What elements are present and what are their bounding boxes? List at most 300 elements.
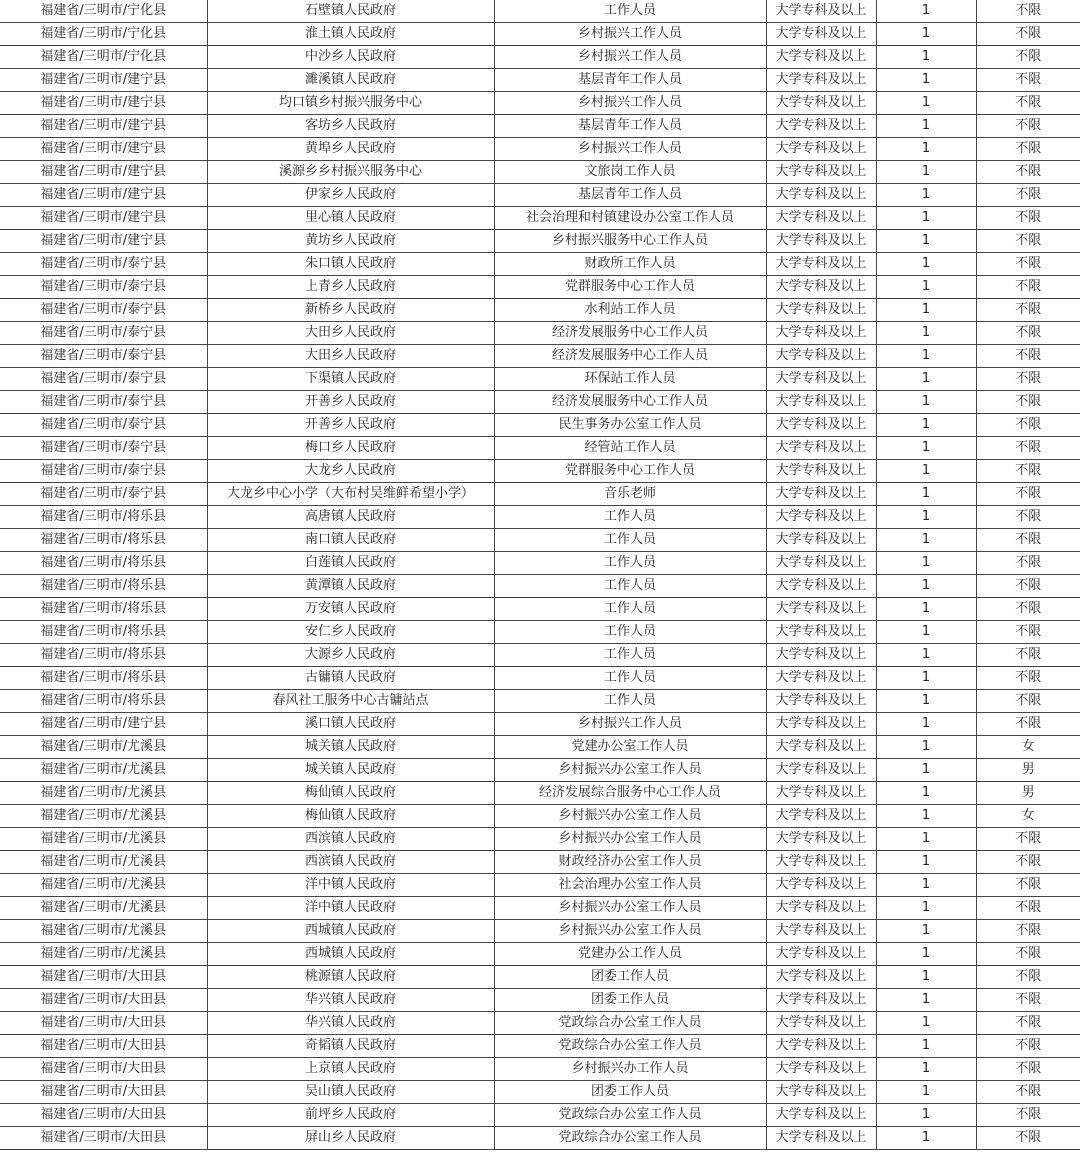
table-row — [0, 920, 1080, 943]
education-cell: 大学专科及以上 — [766, 46, 876, 69]
education-cell: 大学专科及以上 — [766, 713, 876, 736]
employer-cell: 里心镇人民政府 — [207, 207, 494, 230]
count-cell: 1 — [876, 207, 976, 230]
gender-cell: 不限 — [976, 943, 1080, 966]
employer-cell: 安仁乡人民政府 — [207, 621, 494, 644]
education-cell: 大学专科及以上 — [766, 0, 876, 23]
education-cell: 大学专科及以上 — [766, 1058, 876, 1081]
region-cell: 福建省/三明市/宁化县 — [0, 23, 207, 46]
gender-cell: 不限 — [976, 138, 1080, 161]
employer-cell: 屏山乡人民政府 — [207, 1127, 494, 1150]
table-row — [0, 276, 1080, 299]
employer-cell: 古镛镇人民政府 — [207, 667, 494, 690]
count-cell: 1 — [876, 1012, 976, 1035]
gender-cell: 不限 — [976, 575, 1080, 598]
education-cell: 大学专科及以上 — [766, 874, 876, 897]
education-cell: 大学专科及以上 — [766, 552, 876, 575]
employer-cell: 西滨镇人民政府 — [207, 828, 494, 851]
table-row — [0, 1127, 1080, 1150]
region-cell: 福建省/三明市/建宁县 — [0, 92, 207, 115]
position-cell: 乡村振兴工作人员 — [494, 23, 766, 46]
region-cell: 福建省/三明市/尤溪县 — [0, 805, 207, 828]
table-row — [0, 483, 1080, 506]
count-cell: 1 — [876, 69, 976, 92]
region-cell: 福建省/三明市/泰宁县 — [0, 414, 207, 437]
region-cell: 福建省/三明市/将乐县 — [0, 529, 207, 552]
employer-cell: 西滨镇人民政府 — [207, 851, 494, 874]
position-cell: 音乐老师 — [494, 483, 766, 506]
education-cell: 大学专科及以上 — [766, 138, 876, 161]
employer-cell: 春风社工服务中心古镛站点 — [207, 690, 494, 713]
table-row — [0, 253, 1080, 276]
count-cell: 1 — [876, 644, 976, 667]
region-cell: 福建省/三明市/大田县 — [0, 1081, 207, 1104]
region-cell: 福建省/三明市/大田县 — [0, 1035, 207, 1058]
count-cell: 1 — [876, 1058, 976, 1081]
employer-cell: 西城镇人民政府 — [207, 920, 494, 943]
gender-cell: 男 — [976, 759, 1080, 782]
region-cell: 福建省/三明市/宁化县 — [0, 0, 207, 23]
region-cell: 福建省/三明市/建宁县 — [0, 184, 207, 207]
position-cell: 基层青年工作人员 — [494, 115, 766, 138]
count-cell: 1 — [876, 138, 976, 161]
position-cell: 水利站工作人员 — [494, 299, 766, 322]
region-cell: 福建省/三明市/泰宁县 — [0, 437, 207, 460]
employer-cell: 城关镇人民政府 — [207, 736, 494, 759]
table-row — [0, 575, 1080, 598]
gender-cell: 不限 — [976, 644, 1080, 667]
position-cell: 经济发展服务中心工作人员 — [494, 345, 766, 368]
education-cell: 大学专科及以上 — [766, 23, 876, 46]
employer-cell: 上青乡人民政府 — [207, 276, 494, 299]
position-cell: 团委工作人员 — [494, 989, 766, 1012]
count-cell: 1 — [876, 805, 976, 828]
count-cell: 1 — [876, 437, 976, 460]
position-cell: 党政综合办公室工作人员 — [494, 1012, 766, 1035]
table-row — [0, 759, 1080, 782]
gender-cell: 不限 — [976, 207, 1080, 230]
employer-cell: 大田乡人民政府 — [207, 345, 494, 368]
position-cell: 工作人员 — [494, 552, 766, 575]
position-cell: 乡村振兴办公室工作人员 — [494, 828, 766, 851]
education-cell: 大学专科及以上 — [766, 989, 876, 1012]
gender-cell: 不限 — [976, 667, 1080, 690]
position-cell: 社会治理和村镇建设办公室工作人员 — [494, 207, 766, 230]
gender-cell: 不限 — [976, 368, 1080, 391]
gender-cell: 不限 — [976, 69, 1080, 92]
position-cell: 环保站工作人员 — [494, 368, 766, 391]
region-cell: 福建省/三明市/泰宁县 — [0, 460, 207, 483]
employer-cell: 大龙乡中心小学（大布村吴维鲜希望小学） — [207, 483, 494, 506]
region-cell: 福建省/三明市/建宁县 — [0, 69, 207, 92]
employer-cell: 大源乡人民政府 — [207, 644, 494, 667]
region-cell: 福建省/三明市/尤溪县 — [0, 943, 207, 966]
count-cell: 1 — [876, 23, 976, 46]
region-cell: 福建省/三明市/大田县 — [0, 1127, 207, 1150]
employer-cell: 南口镇人民政府 — [207, 529, 494, 552]
education-cell: 大学专科及以上 — [766, 414, 876, 437]
table-row — [0, 851, 1080, 874]
employer-cell: 开善乡人民政府 — [207, 391, 494, 414]
education-cell: 大学专科及以上 — [766, 736, 876, 759]
employer-cell: 白莲镇人民政府 — [207, 552, 494, 575]
employer-cell: 梅仙镇人民政府 — [207, 782, 494, 805]
employer-cell: 大龙乡人民政府 — [207, 460, 494, 483]
count-cell: 1 — [876, 1104, 976, 1127]
count-cell: 1 — [876, 621, 976, 644]
table-row — [0, 69, 1080, 92]
position-cell: 乡村振兴工作人员 — [494, 138, 766, 161]
gender-cell: 不限 — [976, 184, 1080, 207]
count-cell: 1 — [876, 506, 976, 529]
education-cell: 大学专科及以上 — [766, 345, 876, 368]
gender-cell: 不限 — [976, 690, 1080, 713]
gender-cell: 不限 — [976, 851, 1080, 874]
region-cell: 福建省/三明市/大田县 — [0, 1012, 207, 1035]
count-cell: 1 — [876, 690, 976, 713]
education-cell: 大学专科及以上 — [766, 943, 876, 966]
education-cell: 大学专科及以上 — [766, 1081, 876, 1104]
position-cell: 工作人员 — [494, 598, 766, 621]
region-cell: 福建省/三明市/尤溪县 — [0, 897, 207, 920]
region-cell: 福建省/三明市/尤溪县 — [0, 782, 207, 805]
education-cell: 大学专科及以上 — [766, 690, 876, 713]
count-cell: 1 — [876, 414, 976, 437]
table-row — [0, 299, 1080, 322]
employer-cell: 前坪乡人民政府 — [207, 1104, 494, 1127]
position-cell: 乡村振兴办工作人员 — [494, 1058, 766, 1081]
position-cell: 经济发展服务中心工作人员 — [494, 322, 766, 345]
gender-cell: 不限 — [976, 1058, 1080, 1081]
table-row — [0, 736, 1080, 759]
employer-cell: 城关镇人民政府 — [207, 759, 494, 782]
region-cell: 福建省/三明市/尤溪县 — [0, 851, 207, 874]
table-row — [0, 989, 1080, 1012]
gender-cell: 不限 — [976, 989, 1080, 1012]
region-cell: 福建省/三明市/将乐县 — [0, 598, 207, 621]
table-row — [0, 598, 1080, 621]
education-cell: 大学专科及以上 — [766, 207, 876, 230]
education-cell: 大学专科及以上 — [766, 483, 876, 506]
education-cell: 大学专科及以上 — [766, 115, 876, 138]
gender-cell: 不限 — [976, 299, 1080, 322]
gender-cell: 不限 — [976, 1012, 1080, 1035]
region-cell: 福建省/三明市/尤溪县 — [0, 736, 207, 759]
position-cell: 财政所工作人员 — [494, 253, 766, 276]
table-row — [0, 115, 1080, 138]
count-cell: 1 — [876, 460, 976, 483]
gender-cell: 不限 — [976, 92, 1080, 115]
region-cell: 福建省/三明市/宁化县 — [0, 46, 207, 69]
table-row — [0, 460, 1080, 483]
table-row — [0, 345, 1080, 368]
education-cell: 大学专科及以上 — [766, 92, 876, 115]
count-cell: 1 — [876, 989, 976, 1012]
position-cell: 党群服务中心工作人员 — [494, 276, 766, 299]
employer-cell: 濉溪镇人民政府 — [207, 69, 494, 92]
gender-cell: 男 — [976, 782, 1080, 805]
region-cell: 福建省/三明市/建宁县 — [0, 713, 207, 736]
gender-cell: 不限 — [976, 552, 1080, 575]
table-row — [0, 943, 1080, 966]
employer-cell: 高唐镇人民政府 — [207, 506, 494, 529]
table-row — [0, 667, 1080, 690]
count-cell: 1 — [876, 276, 976, 299]
region-cell: 福建省/三明市/建宁县 — [0, 115, 207, 138]
count-cell: 1 — [876, 897, 976, 920]
count-cell: 1 — [876, 782, 976, 805]
gender-cell: 不限 — [976, 322, 1080, 345]
employer-cell: 桃源镇人民政府 — [207, 966, 494, 989]
education-cell: 大学专科及以上 — [766, 851, 876, 874]
table-row — [0, 1058, 1080, 1081]
position-cell: 团委工作人员 — [494, 1081, 766, 1104]
count-cell: 1 — [876, 322, 976, 345]
count-cell: 1 — [876, 552, 976, 575]
region-cell: 福建省/三明市/尤溪县 — [0, 920, 207, 943]
region-cell: 福建省/三明市/建宁县 — [0, 230, 207, 253]
table-row — [0, 506, 1080, 529]
gender-cell: 女 — [976, 736, 1080, 759]
education-cell: 大学专科及以上 — [766, 460, 876, 483]
region-cell: 福建省/三明市/泰宁县 — [0, 391, 207, 414]
count-cell: 1 — [876, 529, 976, 552]
table-row — [0, 897, 1080, 920]
position-cell: 基层青年工作人员 — [494, 69, 766, 92]
education-cell: 大学专科及以上 — [766, 529, 876, 552]
position-cell: 乡村振兴办公室工作人员 — [494, 920, 766, 943]
table-row — [0, 230, 1080, 253]
education-cell: 大学专科及以上 — [766, 184, 876, 207]
table-row — [0, 552, 1080, 575]
education-cell: 大学专科及以上 — [766, 1035, 876, 1058]
education-cell: 大学专科及以上 — [766, 759, 876, 782]
count-cell: 1 — [876, 483, 976, 506]
region-cell: 福建省/三明市/将乐县 — [0, 575, 207, 598]
position-cell: 社会治理办公室工作人员 — [494, 874, 766, 897]
employer-cell: 华兴镇人民政府 — [207, 1012, 494, 1035]
count-cell: 1 — [876, 851, 976, 874]
count-cell: 1 — [876, 345, 976, 368]
employer-cell: 黄埠乡人民政府 — [207, 138, 494, 161]
table-row — [0, 391, 1080, 414]
gender-cell: 不限 — [976, 391, 1080, 414]
gender-cell: 不限 — [976, 1104, 1080, 1127]
count-cell: 1 — [876, 736, 976, 759]
education-cell: 大学专科及以上 — [766, 161, 876, 184]
employer-cell: 淮土镇人民政府 — [207, 23, 494, 46]
position-cell: 党群服务中心工作人员 — [494, 460, 766, 483]
region-cell: 福建省/三明市/泰宁县 — [0, 345, 207, 368]
gender-cell: 不限 — [976, 23, 1080, 46]
table-row — [0, 184, 1080, 207]
position-cell: 乡村振兴办公室工作人员 — [494, 805, 766, 828]
region-cell: 福建省/三明市/尤溪县 — [0, 828, 207, 851]
count-cell: 1 — [876, 368, 976, 391]
employer-cell: 伊家乡人民政府 — [207, 184, 494, 207]
table-row — [0, 966, 1080, 989]
count-cell: 1 — [876, 184, 976, 207]
education-cell: 大学专科及以上 — [766, 966, 876, 989]
education-cell: 大学专科及以上 — [766, 644, 876, 667]
education-cell: 大学专科及以上 — [766, 368, 876, 391]
count-cell: 1 — [876, 759, 976, 782]
gender-cell: 不限 — [976, 529, 1080, 552]
region-cell: 福建省/三明市/建宁县 — [0, 138, 207, 161]
position-cell: 党政综合办公室工作人员 — [494, 1035, 766, 1058]
position-cell: 工作人员 — [494, 690, 766, 713]
education-cell: 大学专科及以上 — [766, 230, 876, 253]
position-cell: 工作人员 — [494, 621, 766, 644]
count-cell: 1 — [876, 667, 976, 690]
position-cell: 工作人员 — [494, 529, 766, 552]
count-cell: 1 — [876, 575, 976, 598]
position-cell: 工作人员 — [494, 506, 766, 529]
gender-cell: 不限 — [976, 161, 1080, 184]
position-cell: 工作人员 — [494, 0, 766, 23]
count-cell: 1 — [876, 46, 976, 69]
count-cell: 1 — [876, 92, 976, 115]
count-cell: 1 — [876, 391, 976, 414]
position-cell: 工作人员 — [494, 575, 766, 598]
table-row — [0, 874, 1080, 897]
gender-cell: 不限 — [976, 414, 1080, 437]
employer-cell: 华兴镇人民政府 — [207, 989, 494, 1012]
count-cell: 1 — [876, 0, 976, 23]
employer-cell: 下渠镇人民政府 — [207, 368, 494, 391]
region-cell: 福建省/三明市/尤溪县 — [0, 759, 207, 782]
education-cell: 大学专科及以上 — [766, 69, 876, 92]
employer-cell: 梅口乡人民政府 — [207, 437, 494, 460]
region-cell: 福建省/三明市/建宁县 — [0, 161, 207, 184]
position-cell: 乡村振兴服务中心工作人员 — [494, 230, 766, 253]
region-cell: 福建省/三明市/泰宁县 — [0, 299, 207, 322]
education-cell: 大学专科及以上 — [766, 782, 876, 805]
gender-cell: 不限 — [976, 1035, 1080, 1058]
gender-cell: 不限 — [976, 115, 1080, 138]
employer-cell: 西城镇人民政府 — [207, 943, 494, 966]
table-row — [0, 782, 1080, 805]
position-cell: 乡村振兴工作人员 — [494, 46, 766, 69]
region-cell: 福建省/三明市/大田县 — [0, 1058, 207, 1081]
gender-cell: 不限 — [976, 230, 1080, 253]
gender-cell: 不限 — [976, 1127, 1080, 1150]
education-cell: 大学专科及以上 — [766, 598, 876, 621]
region-cell: 福建省/三明市/将乐县 — [0, 690, 207, 713]
count-cell: 1 — [876, 828, 976, 851]
education-cell: 大学专科及以上 — [766, 920, 876, 943]
position-cell: 基层青年工作人员 — [494, 184, 766, 207]
count-cell: 1 — [876, 1081, 976, 1104]
count-cell: 1 — [876, 161, 976, 184]
position-cell: 民生事务办公室工作人员 — [494, 414, 766, 437]
position-cell: 乡村振兴工作人员 — [494, 92, 766, 115]
employer-cell: 黄坊乡人民政府 — [207, 230, 494, 253]
position-cell: 团委工作人员 — [494, 966, 766, 989]
table-row — [0, 92, 1080, 115]
region-cell: 福建省/三明市/泰宁县 — [0, 322, 207, 345]
education-cell: 大学专科及以上 — [766, 506, 876, 529]
education-cell: 大学专科及以上 — [766, 322, 876, 345]
count-cell: 1 — [876, 966, 976, 989]
position-cell: 乡村振兴办公室工作人员 — [494, 897, 766, 920]
region-cell: 福建省/三明市/将乐县 — [0, 667, 207, 690]
position-cell: 工作人员 — [494, 644, 766, 667]
employer-cell: 黄潭镇人民政府 — [207, 575, 494, 598]
position-cell: 乡村振兴办公室工作人员 — [494, 759, 766, 782]
employer-cell: 上京镇人民政府 — [207, 1058, 494, 1081]
gender-cell: 不限 — [976, 437, 1080, 460]
position-cell: 党政综合办公室工作人员 — [494, 1127, 766, 1150]
gender-cell: 不限 — [976, 621, 1080, 644]
gender-cell: 不限 — [976, 253, 1080, 276]
table-row — [0, 690, 1080, 713]
count-cell: 1 — [876, 1035, 976, 1058]
employer-cell: 客坊乡人民政府 — [207, 115, 494, 138]
gender-cell: 不限 — [976, 276, 1080, 299]
region-cell: 福建省/三明市/将乐县 — [0, 621, 207, 644]
region-cell: 福建省/三明市/泰宁县 — [0, 276, 207, 299]
education-cell: 大学专科及以上 — [766, 437, 876, 460]
region-cell: 福建省/三明市/泰宁县 — [0, 483, 207, 506]
education-cell: 大学专科及以上 — [766, 1127, 876, 1150]
position-cell: 党建办公室工作人员 — [494, 736, 766, 759]
education-cell: 大学专科及以上 — [766, 667, 876, 690]
count-cell: 1 — [876, 115, 976, 138]
gender-cell: 不限 — [976, 460, 1080, 483]
position-cell: 乡村振兴工作人员 — [494, 713, 766, 736]
position-cell: 党建办公工作人员 — [494, 943, 766, 966]
count-cell: 1 — [876, 299, 976, 322]
gender-cell: 不限 — [976, 828, 1080, 851]
position-cell: 党政综合办公室工作人员 — [494, 1104, 766, 1127]
table-row — [0, 437, 1080, 460]
employer-cell: 奇韬镇人民政府 — [207, 1035, 494, 1058]
employer-cell: 万安镇人民政府 — [207, 598, 494, 621]
table-row — [0, 713, 1080, 736]
table-row — [0, 644, 1080, 667]
position-cell: 经济发展综合服务中心工作人员 — [494, 782, 766, 805]
table-row — [0, 805, 1080, 828]
employer-cell: 朱口镇人民政府 — [207, 253, 494, 276]
count-cell: 1 — [876, 230, 976, 253]
table-row — [0, 1081, 1080, 1104]
employer-cell: 洋中镇人民政府 — [207, 874, 494, 897]
employer-cell: 大田乡人民政府 — [207, 322, 494, 345]
education-cell: 大学专科及以上 — [766, 299, 876, 322]
employer-cell: 梅仙镇人民政府 — [207, 805, 494, 828]
gender-cell: 不限 — [976, 966, 1080, 989]
gender-cell: 不限 — [976, 46, 1080, 69]
table-row — [0, 23, 1080, 46]
gender-cell: 不限 — [976, 506, 1080, 529]
education-cell: 大学专科及以上 — [766, 1012, 876, 1035]
position-cell: 经济发展服务中心工作人员 — [494, 391, 766, 414]
count-cell: 1 — [876, 253, 976, 276]
table-row — [0, 1012, 1080, 1035]
region-cell: 福建省/三明市/将乐县 — [0, 644, 207, 667]
region-cell: 福建省/三明市/大田县 — [0, 1104, 207, 1127]
table-row — [0, 621, 1080, 644]
education-cell: 大学专科及以上 — [766, 575, 876, 598]
region-cell: 福建省/三明市/尤溪县 — [0, 874, 207, 897]
education-cell: 大学专科及以上 — [766, 391, 876, 414]
region-cell: 福建省/三明市/泰宁县 — [0, 253, 207, 276]
table-row — [0, 207, 1080, 230]
count-cell: 1 — [876, 943, 976, 966]
table-row — [0, 0, 1080, 23]
gender-cell: 不限 — [976, 0, 1080, 23]
